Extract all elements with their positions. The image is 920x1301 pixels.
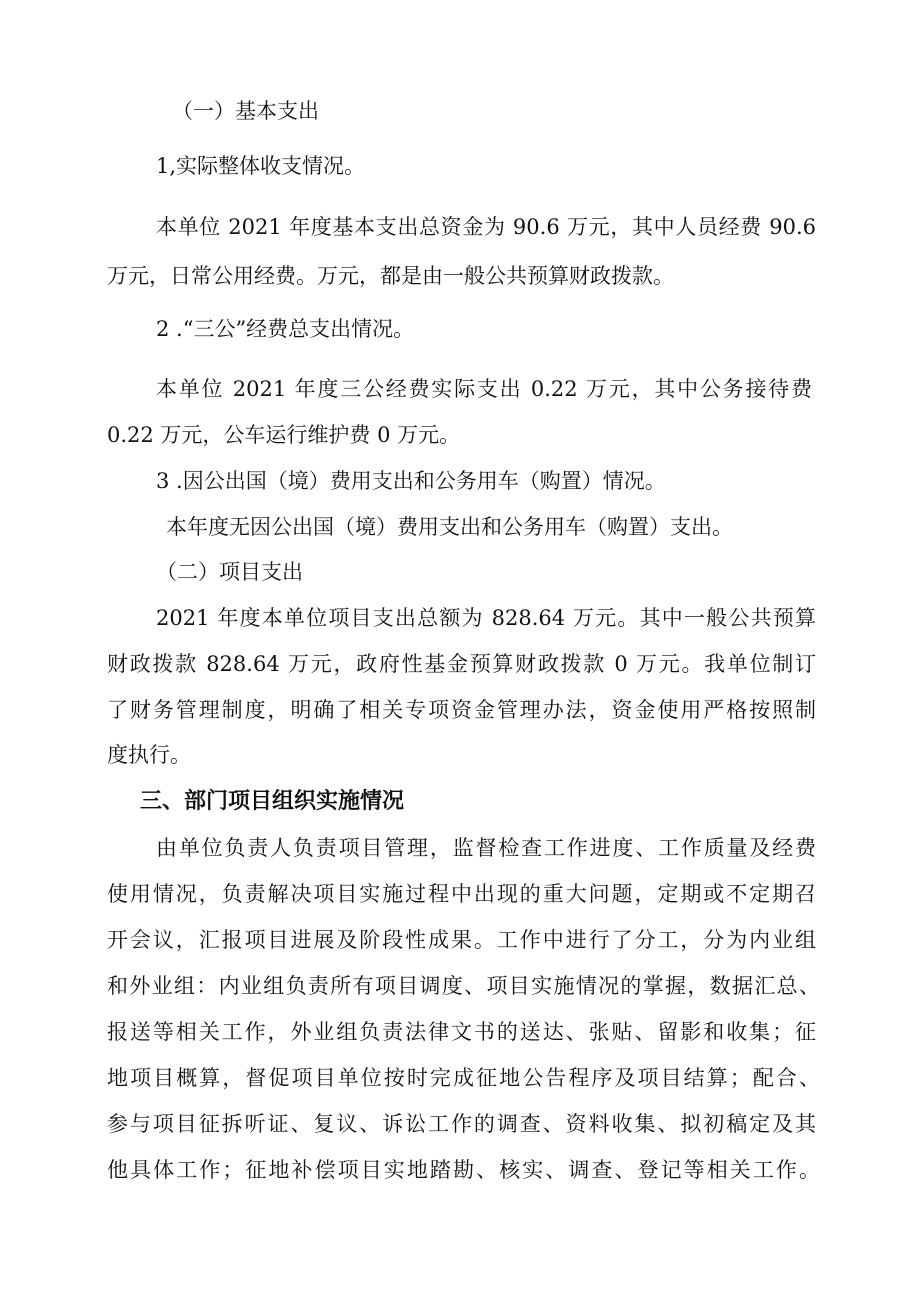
basic-expense-heading: （一）基本支出 — [172, 99, 319, 123]
section3-heading: 三、部门项目组织实施情况 — [140, 789, 405, 814]
section3-text-line: 他具体工作；征地补偿项目实地踏勘、核实、调查、登记等相关工作。 — [107, 1158, 820, 1182]
project-text-line: 2021 年度本单位项目支出总额为 828.64 万元。其中一般公共预算 — [156, 606, 816, 630]
item3-text: 本年度无因公出国（境）费用支出和公务用车（购置）支出。 — [166, 515, 733, 539]
section3-text-line: 报送等相关工作，外业组负责法律文书的送达、张贴、留影和收集；征 — [107, 1020, 816, 1044]
section3-text-line: 参与项目征拆听证、复议、诉讼工作的调查、资料收集、拟初稿定及其 — [107, 1112, 816, 1136]
project-text-line: 度执行。 — [107, 743, 191, 767]
item2-text-line: 本单位 2021 年度三公经费实际支出 0.22 万元，其中公务接待费 — [156, 377, 812, 401]
project-expense-heading: （二）项目支出 — [156, 560, 303, 584]
project-text-line: 财政拨款 828.64 万元，政府性基金预算财政拨款 0 万元。我单位制订 — [107, 652, 816, 676]
section3-text-line: 地项目概算，督促项目单位按时完成征地公告程序及项目结算；配合、 — [107, 1066, 820, 1090]
item2-heading: 2 .“三公”经费总支出情况。 — [156, 317, 415, 341]
section3-text-line: 使用情况，负责解决项目实施过程中出现的重大问题，定期或不定期召 — [107, 882, 816, 906]
section3-text-line: 由单位负责人负责项目管理，监督检查工作进度、工作质量及经费 — [156, 836, 816, 860]
item1-text-line: 本单位 2021 年度基本支出总资金为 90.6 万元，其中人员经费 90.6 — [156, 215, 816, 239]
section3-text-line: 和外业组：内业组负责所有项目调度、项目实施情况的掌握，数据汇总、 — [107, 974, 820, 998]
item1-text-line: 万元，日常公用经费。万元，都是由一般公共预算财政拨款。 — [107, 264, 674, 288]
item3-heading: 3 .因公出国（境）费用支出和公务用车（购置）情况。 — [156, 469, 666, 493]
section3-text-line: 开会议，汇报项目进展及阶段性成果。工作中进行了分工，分为内业组 — [107, 928, 816, 952]
item1-heading: 1,实际整体收支情况。 — [156, 154, 366, 178]
project-text-line: 了财务管理制度，明确了相关专项资金管理办法，资金使用严格按照制 — [107, 698, 816, 722]
item2-text-line: 0.22 万元，公车运行维护费 0 万元。 — [107, 423, 461, 447]
